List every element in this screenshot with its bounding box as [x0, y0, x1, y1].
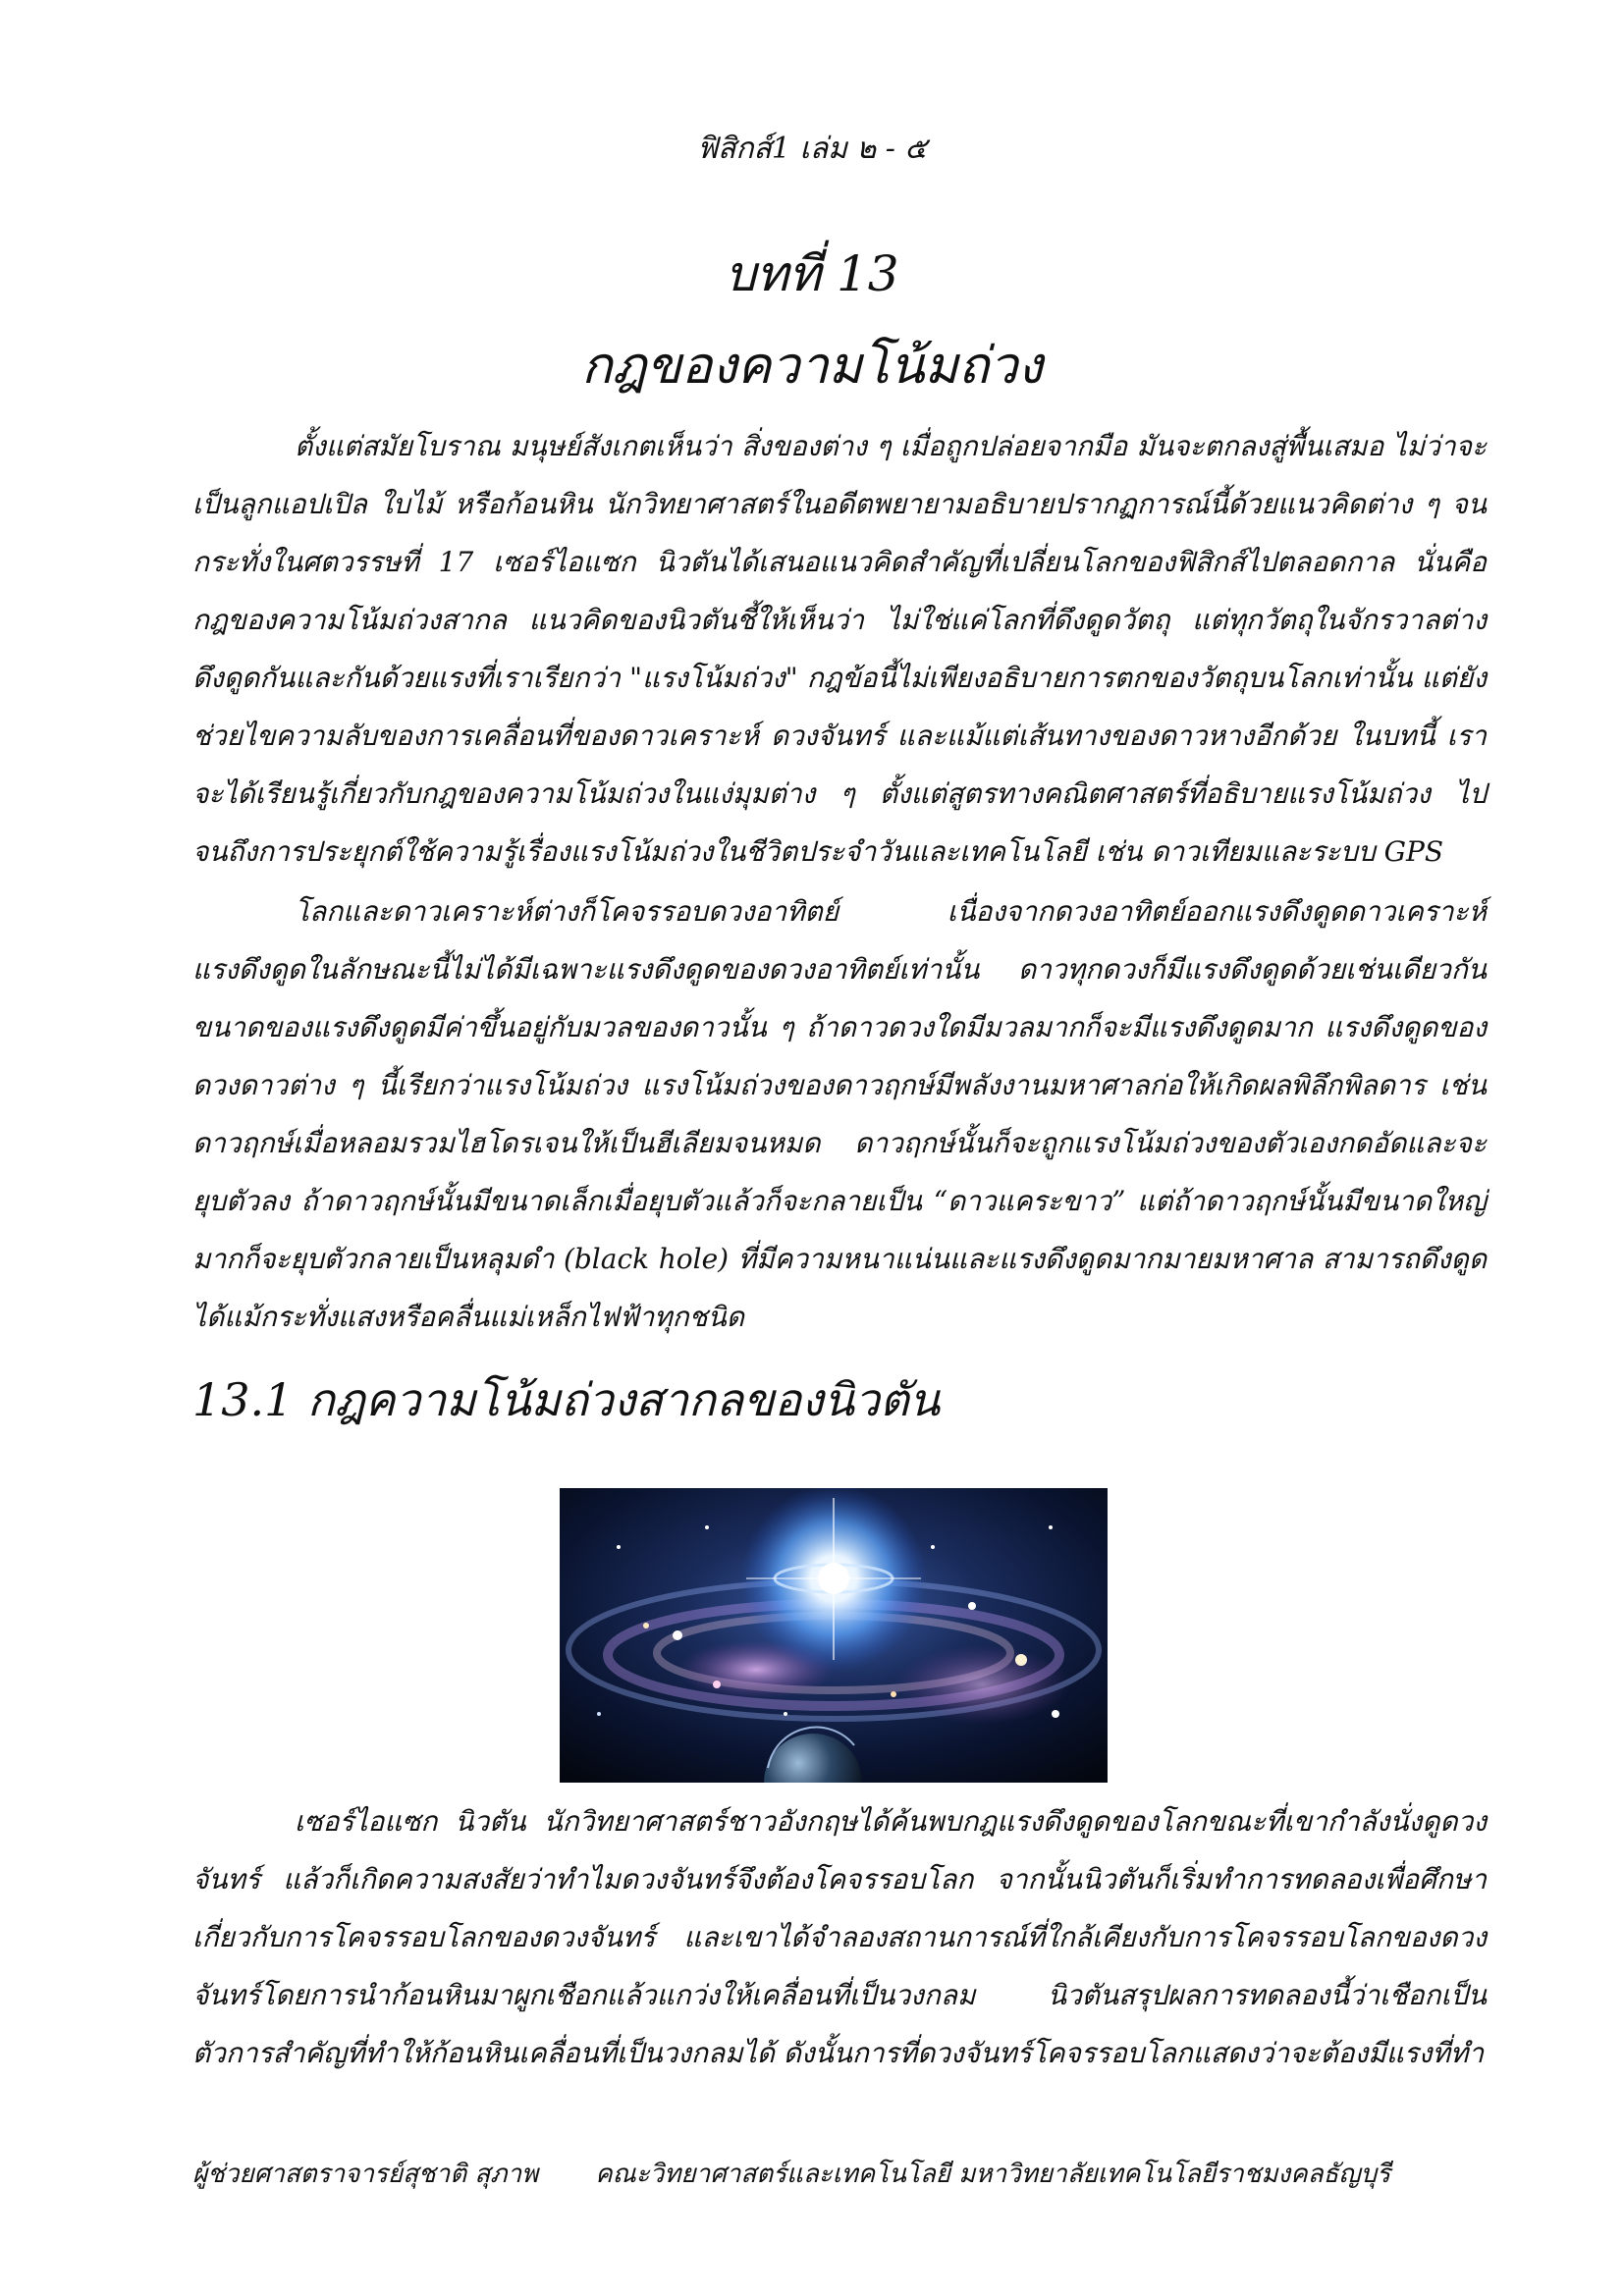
galaxy-image: [560, 1488, 1108, 1783]
paragraph-intro: [192, 417, 1487, 881]
chapter-title: กฎของความโน้มถ่วง: [581, 337, 1043, 396]
footer-institution: คณะวิทยาศาสตร์และเทคโนโลยี มหาวิทยาลัยเทคโนโลยีราชมงคลธัญบุรี: [595, 2160, 1391, 2189]
footer-author: ผู้ช่วยศาสตราจารย์สุชาติ สุภาพ: [192, 2160, 539, 2189]
paragraph-planets-text: โลกและดาวเคราะห์ต่างก็โคจรรอบดวงอาทิตย์ เนื่องจากดวงอาทิตย์ออกแรงดึงดูดดาวเคราะห์ แรงดึงดูดในลักษณะนี้ไม่ได้มีเฉพาะแรงดึงดูดของดวงอาทิตย์เท่านั้น ดาวทุกดวงก็มีแรงดึงดูดด้วยเช่นเดียวกัน ขนาดของแรงดึงดูดมีค่าขึ้นอยู่กับมวลของดาวนั้น ๆ ถ้าดาวดวงใดมีมวลมากก็จะมีแรงดึงดูดมาก แรงดึงดูดของดวงดาวต่าง ๆ นี้เรียกว่าแรงโน้มถ่วง แรงโน้มถ่วงของดาวฤกษ์มีพลังงานมหาศาลก่อให้เกิดผลพิลึกพิลดาร เช่น ดาวฤกษ์เมื่อหลอมรวมไฮโดรเจนให้เป็นฮีเลียมจนหมด ดาวฤกษ์นั้นก็จะถูกแรงโน้มถ่วงของตัวเองกดอัดและจะยุบตัวลง ถ้าดาวฤกษ์นั้นมีขนาดเล็กเมื่อยุบตัวแล้วก็จะกลายเป็น “ดาวแคระขาว” แต่ถ้าดาวฤกษ์นั้นมีขนาดใหญ่มากก็จะยุบตัวกลายเป็นหลุมดำ (black hole) ที่มีความหนาแน่นและแรงดึงดูดมากมายมหาศาล สามารถดึงดูดได้แม้กระทั่งแสงหรือคลื่นแม่เหล็กไฟฟ้าทุกชนิด: [192, 895, 1487, 1333]
paragraph-newton-text: เซอร์ไอแซก นิวตัน นักวิทยาศาสตร์ชาวอังกฤษได้ค้นพบกฎแรงดึงดูดของโลกขณะที่เขากำลังนั่งดูดวงจันทร์ แล้วก็เกิดความสงสัยว่าทำไมดวงจันทร์จึงต้องโคจรรอบโลก จากนั้นนิวตันก็เริ่มทำการทดลองเพื่อศึกษาเกี่ยวกับการโคจรรอบโลกของดวงจันทร์ และเขาได้จำลองสถานการณ์ที่ใกล้เคียงกับการโคจรรอบโลกของดวงจันทร์โดยการนำก้อนหินมาผูกเชือกแล้วแกว่งให้เคลื่อนที่เป็นวงกลม นิวตันสรุปผลการทดลองนี้ว่าเชือกเป็นตัวการสำคัญที่ทำให้ก้อนหินเคลื่อนที่เป็นวงกลมได้ ดังนั้นการที่ดวงจันทร์โคจรรอบโลกแสดงว่าจะต้องมีแรงที่ทำ: [192, 1805, 1487, 2069]
paragraph-newton: [192, 1792, 1487, 2082]
running-header: ฟิสิกส์1 เล่ม ๒ - ๕: [696, 132, 928, 166]
paragraph-planets: [192, 882, 1487, 1346]
page-footer: [192, 2154, 1487, 2194]
paragraph-intro-text: ตั้งแต่สมัยโบราณ มนุษย์สังเกตเห็นว่า สิ่งของต่าง ๆ เมื่อถูกปล่อยจากมือ มันจะตกลงสู่พื้นเสมอ ไม่ว่าจะเป็นลูกแอปเปิล ใบไม้ หรือก้อนหิน นักวิทยาศาสตร์ในอดีตพยายามอธิบายปรากฏการณ์นี้ด้วยแนวคิดต่าง ๆ จนกระทั่งในศตวรรษที่ 17 เซอร์ไอแซก นิวตันได้เสนอแนวคิดสำคัญที่เปลี่ยนโลกของฟิสิกส์ไปตลอดกาล นั่นคือ กฎของความโน้มถ่วงสากล แนวคิดของนิวตันชี้ให้เห็นว่า ไม่ใช่แค่โลกที่ดึงดูดวัตถุ แต่ทุกวัตถุในจักรวาลต่างดึงดูดกันและกันด้วยแรงที่เราเรียกว่า "แรงโน้มถ่วง" กฎข้อนี้ไม่เพียงอธิบายการตกของวัตถุบนโลกเท่านั้น แต่ยังช่วยไขความลับของการเคลื่อนที่ของดาวเคราะห์ ดวงจันทร์ และแม้แต่เส้นทางของดาวหางอีกด้วย ในบทนี้ เราจะได้เรียนรู้เกี่ยวกับกฎของความโน้มถ่วงในแง่มุมต่าง ๆ ตั้งแต่สูตรทางคณิตศาสตร์ที่อธิบายแรงโน้มถ่วง ไปจนถึงการประยุกต์ใช้ความรู้เรื่องแรงโน้มถ่วงในชีวิตประจำวันและเทคโนโลยี เช่น ดาวเทียมและระบบ GPS: [192, 430, 1487, 868]
section-heading: 13.1 กฎความโน้มถ่วงสากลของนิวตัน: [192, 1373, 941, 1426]
chapter-number: บทที่ 13: [725, 245, 899, 302]
